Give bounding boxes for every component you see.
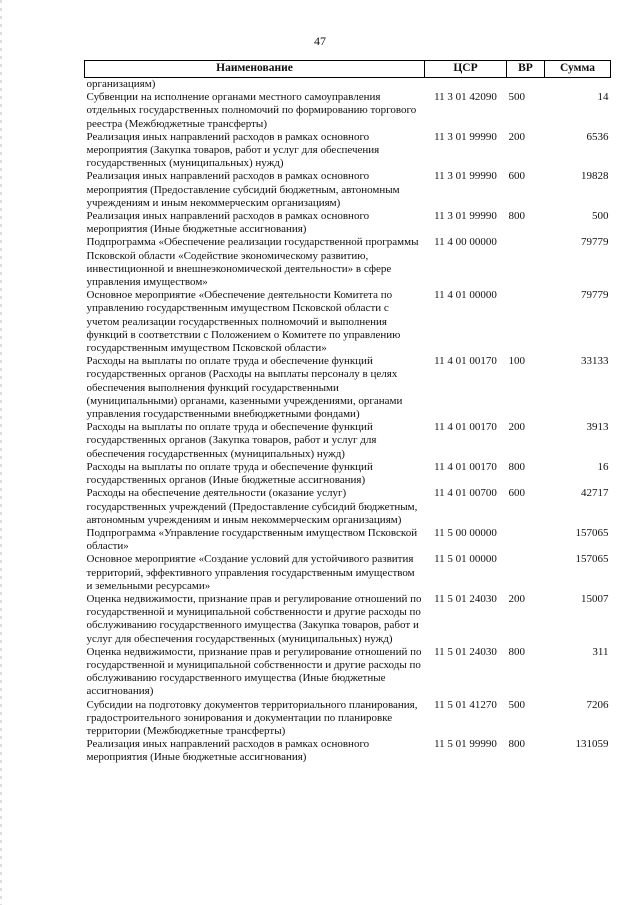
row-sum: 311 <box>592 645 609 658</box>
row-name: Основное мероприятие «Обеспечение деятельности Комитета по управлению государственным имуществом Псковской области с учетом реализации государственных полномочий и выполнения функций в соответствии с Положением о Комитете по управлению государственным имуществом Псковской области» <box>86 289 401 355</box>
row-vr <box>507 236 545 289</box>
header-csr: ЦСР <box>425 61 507 78</box>
header-sum: Сумма <box>545 61 611 78</box>
table-row <box>85 738 611 764</box>
header-name: Наименование <box>85 61 425 78</box>
row-csr: 11 5 01 99990 <box>434 738 497 751</box>
table-row <box>85 131 611 171</box>
row-vr: 200 <box>508 592 525 605</box>
row-csr: 11 4 01 00170 <box>434 421 497 434</box>
row-vr <box>507 553 545 593</box>
row-sum: 19828 <box>581 170 609 183</box>
table-row <box>85 78 611 92</box>
table-row <box>85 461 611 487</box>
row-vr: 200 <box>508 421 525 434</box>
table-header-row <box>85 61 611 78</box>
row-name: Основное мероприятие «Создание условий для устойчивого развития территорий, эффективного управления государственным имуществом и земельными ресурсами» <box>86 553 415 592</box>
row-sum: 500 <box>592 210 609 223</box>
row-vr: 800 <box>508 210 525 223</box>
row-name: Реализация иных направлений расходов в рамках основного мероприятия (Иные бюджетные ассигнования) <box>86 738 370 764</box>
row-name: Оценка недвижимости, признание прав и регулирование отношений по государственной и муниципальной собственности и другие расходы по обслуживанию государственного имущества (Закупка товаров, работ и услуг для обеспечения государственных (муниципальных) нужд) <box>86 592 422 645</box>
row-sum: 3913 <box>586 421 609 434</box>
table-row <box>85 527 611 553</box>
table-row <box>85 91 611 131</box>
row-vr: 500 <box>508 698 525 711</box>
row-vr <box>507 527 545 553</box>
row-vr: 800 <box>508 738 525 751</box>
row-name: организациям) <box>86 78 156 90</box>
row-vr: 800 <box>508 645 525 658</box>
row-csr: 11 5 01 41270 <box>434 698 497 711</box>
table-row <box>85 699 611 739</box>
row-csr: 11 5 01 00000 <box>434 553 497 566</box>
row-csr: 11 4 01 00700 <box>434 487 497 500</box>
row-csr: 11 4 01 00170 <box>434 355 497 368</box>
header-vr: ВР <box>507 61 545 78</box>
budget-table <box>84 60 611 765</box>
row-name: Расходы на выплаты по оплате труда и обеспечение функций государственных органов (Закупка товаров, работ и услуг для обеспечения государственных (муниципальных) нужд) <box>86 421 377 460</box>
row-vr <box>507 78 545 92</box>
table-row <box>85 553 611 593</box>
row-sum: 6536 <box>586 130 609 143</box>
table-row <box>85 593 611 646</box>
table-row <box>85 355 611 421</box>
row-csr: 11 5 01 24030 <box>434 592 497 605</box>
row-csr: 11 3 01 99990 <box>434 130 497 143</box>
table-row <box>85 487 611 527</box>
row-sum <box>545 78 611 92</box>
row-name: Подпрограмма «Обеспечение реализации государственной программы Псковской области «Содействие экономическому развитию, инвестиционной и внешнеэкономической деятельности» в сфере управления имуществом» <box>86 236 419 289</box>
row-name: Расходы на выплаты по оплате труда и обеспечение функций государственных органов (Иные бюджетные ассигнования) <box>86 460 373 487</box>
table-row <box>85 170 611 210</box>
row-vr <box>507 289 545 355</box>
row-name: Оценка недвижимости, признание прав и регулирование отношений по государственной и муниципальной собственности и другие расходы по обслуживанию государственного имущества (Иные бюджетные ассигнования) <box>86 645 422 698</box>
row-csr: 11 3 01 99990 <box>434 210 497 223</box>
row-sum: 79779 <box>581 236 609 249</box>
row-csr: 11 5 01 24030 <box>434 645 497 658</box>
row-sum: 79779 <box>581 289 609 302</box>
row-sum: 157065 <box>575 526 609 539</box>
row-name: Расходы на обеспечение деятельности (оказание услуг) государственных учреждений (Предоставление субсидий бюджетным, автономным учреждениям и иным некоммерческим организациям) <box>86 487 418 526</box>
table-row <box>85 289 611 355</box>
row-name: Субсидии на подготовку документов территориального планирования, градостроительного зонирования и документации по планировке территории (Межбюджетные трансферты) <box>86 698 418 737</box>
row-csr: 11 3 01 42090 <box>434 91 497 104</box>
row-csr: 11 4 00 00000 <box>434 236 497 249</box>
table-row <box>85 210 611 236</box>
row-name: Расходы на выплаты по оплате труда и обеспечение функций государственных органов (Расходы на выплаты персоналу в целях обеспечения выполнения функций государственными (муниципальными) органами, казенными учреждениями, органами управления государственными внебюджетными фондами) <box>86 355 403 421</box>
row-sum: 33133 <box>581 355 609 368</box>
row-vr: 800 <box>508 460 525 473</box>
row-vr: 100 <box>508 355 525 368</box>
row-sum: 14 <box>597 91 609 104</box>
row-name: Реализация иных направлений расходов в рамках основного мероприятия (Предоставление субсидий бюджетным, автономным учреждениям и иным некоммерческим организациям) <box>86 170 400 209</box>
row-csr: 11 4 01 00170 <box>434 460 497 473</box>
row-sum: 42717 <box>581 487 609 500</box>
row-csr: 11 5 00 00000 <box>434 526 497 539</box>
row-sum: 7206 <box>586 698 609 711</box>
row-vr: 500 <box>508 91 525 104</box>
row-sum: 15007 <box>581 592 609 605</box>
row-name: Реализация иных направлений расходов в рамках основного мероприятия (Закупка товаров, работ и услуг для обеспечения государственных (муниципальных) нужд) <box>86 130 380 170</box>
table-row <box>85 646 611 699</box>
table-row <box>85 421 611 461</box>
row-csr <box>425 78 507 92</box>
row-vr: 200 <box>508 130 525 143</box>
row-sum: 131059 <box>575 738 609 751</box>
row-name: Субвенции на исполнение органами местного самоуправления отдельных государственных полномочий по формированию торгового реестра (Межбюджетные трансферты) <box>86 91 417 130</box>
table-row <box>85 236 611 289</box>
row-name: Подпрограмма «Управление государственным имуществом Псковской области» <box>86 526 418 553</box>
row-vr: 600 <box>508 170 525 183</box>
row-csr: 11 4 01 00000 <box>434 289 497 302</box>
row-csr: 11 3 01 99990 <box>434 170 497 183</box>
scan-edge <box>0 0 2 905</box>
row-sum: 157065 <box>575 553 609 566</box>
row-vr: 600 <box>508 487 525 500</box>
row-name: Реализация иных направлений расходов в рамках основного мероприятия (Иные бюджетные ассигнования) <box>86 210 370 236</box>
row-sum: 16 <box>597 460 609 473</box>
page-number: 47 <box>314 34 326 48</box>
